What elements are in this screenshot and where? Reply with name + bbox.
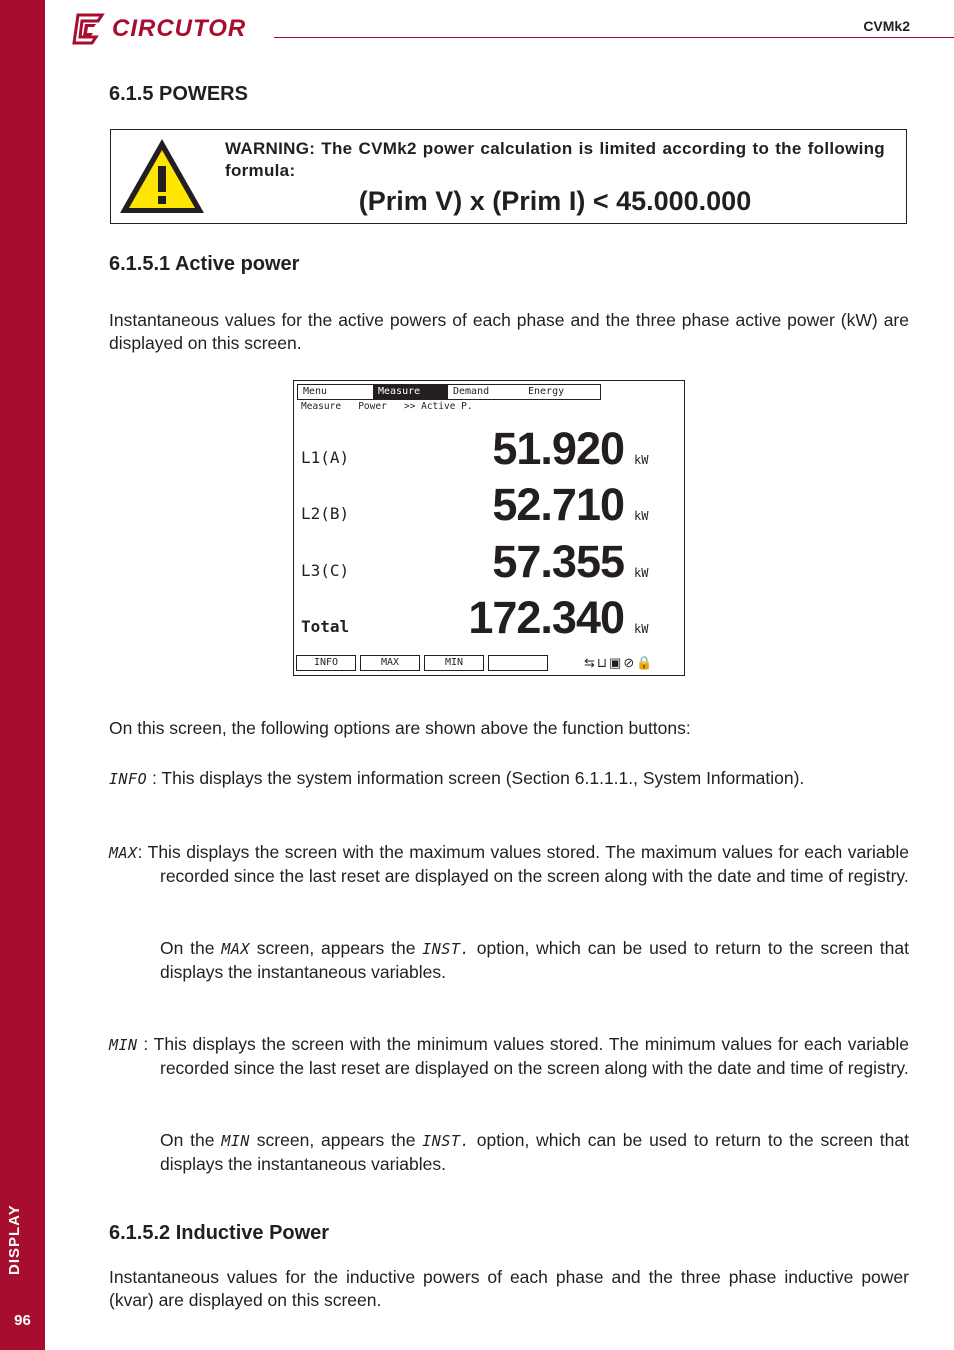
measure-row-l2 <box>294 479 686 529</box>
empty-function-button[interactable] <box>488 655 548 671</box>
min-sub-text-3: option, which can be used to return to the screen that displays the instantaneous variables. <box>160 1130 910 1174</box>
row-label: L1(A) <box>301 448 350 467</box>
row-unit: kW <box>634 566 649 580</box>
row-value: 52.710 <box>492 479 624 530</box>
page-number: 96 <box>14 1312 31 1329</box>
max-description: : This displays the screen with the maximum values stored. The maximum values for each variable recorded since the last reset are displayed on the screen along with the date and time of registry. <box>137 842 909 886</box>
max-sub-text-2: screen, appears the <box>249 938 423 958</box>
row-value: 57.355 <box>492 536 624 587</box>
row-label: L3(C) <box>301 561 350 580</box>
row-label: Total <box>301 617 350 636</box>
row-unit: kW <box>634 622 649 636</box>
max-sub-keyword: MAX <box>221 940 250 958</box>
max-sub-text-1: On the <box>160 938 222 958</box>
min-sub-keyword: MIN <box>221 1132 250 1150</box>
max-keyword: MAX <box>109 844 138 862</box>
measure-row-l3 <box>294 536 686 586</box>
info-description: : This displays the system information screen (Section 6.1.1.1., System Information). <box>147 768 805 788</box>
screen-breadcrumb: Measure Power >> Active P. <box>301 401 473 412</box>
row-value: 51.920 <box>492 423 624 474</box>
max-option <box>109 841 909 888</box>
row-value: 172.340 <box>468 592 624 643</box>
model-name: CVMk2 <box>863 18 910 34</box>
active-power-intro: Instantaneous values for the active powers of each phase and the three phase active power (kW) are displayed on this screen. <box>109 310 909 353</box>
circutor-logo <box>72 13 246 45</box>
row-label: L2(B) <box>301 504 350 523</box>
sidebar <box>0 0 45 1350</box>
screen-tabs <box>297 384 601 400</box>
tab-demand[interactable]: Demand <box>453 386 490 397</box>
min-option <box>109 1033 909 1080</box>
active-power-title: 6.1.5.1 Active power <box>109 253 300 275</box>
info-button[interactable]: INFO <box>296 655 356 671</box>
inductive-power-title: 6.1.5.2 Inductive Power <box>109 1222 330 1244</box>
options-intro: On this screen, the following options are shown above the function buttons: <box>109 718 691 738</box>
tab-menu[interactable]: Menu <box>303 386 328 397</box>
measure-row-total <box>294 592 686 642</box>
row-unit: kW <box>634 453 649 467</box>
min-sub-text-1: On the <box>160 1130 222 1150</box>
warning-text: WARNING: The CVMk2 power calculation is limited according to the following formula: <box>225 139 885 180</box>
row-unit: kW <box>634 509 649 523</box>
warning-formula: (Prim V) x (Prim I) < 45.000.000 <box>358 186 752 216</box>
status-icons: ⇆⊔▣⊘🔒 <box>584 655 655 670</box>
min-sub-text-2: screen, appears the <box>249 1130 423 1150</box>
section-label: DISPLAY <box>6 1204 23 1275</box>
min-sub-note <box>160 1129 909 1176</box>
info-option <box>109 767 909 791</box>
max-sub-note <box>160 937 909 984</box>
circutor-logo-icon <box>72 13 106 45</box>
measure-row-l1 <box>294 423 686 473</box>
max-button[interactable]: MAX <box>360 655 420 671</box>
header-rule <box>274 37 954 38</box>
info-keyword: INFO <box>109 770 148 788</box>
section-title: 6.1.5 POWERS <box>109 83 248 105</box>
function-buttons <box>296 655 548 671</box>
warning-icon <box>117 136 207 216</box>
warning-box <box>110 129 907 224</box>
max-sub-text-3: option, which can be used to return to the screen that displays the instantaneous variables. <box>160 938 910 982</box>
min-keyword: MIN <box>109 1036 138 1054</box>
min-button[interactable]: MIN <box>424 655 484 671</box>
tab-measure[interactable]: Measure <box>373 385 448 399</box>
logo-text: CIRCUTOR <box>112 15 247 42</box>
device-screen <box>293 380 685 676</box>
min-description: : This displays the screen with the minimum values stored. The minimum values for each variable recorded since the last reset are displayed on the screen along with the date and time of registry. <box>137 1034 909 1078</box>
inst-keyword: INST. <box>422 1132 470 1150</box>
inductive-power-intro: Instantaneous values for the inductive powers of each phase and the three phase inductive power (kvar) are displayed on this screen. <box>109 1267 909 1310</box>
tab-energy[interactable]: Energy <box>528 386 565 397</box>
inst-keyword: INST. <box>422 940 470 958</box>
